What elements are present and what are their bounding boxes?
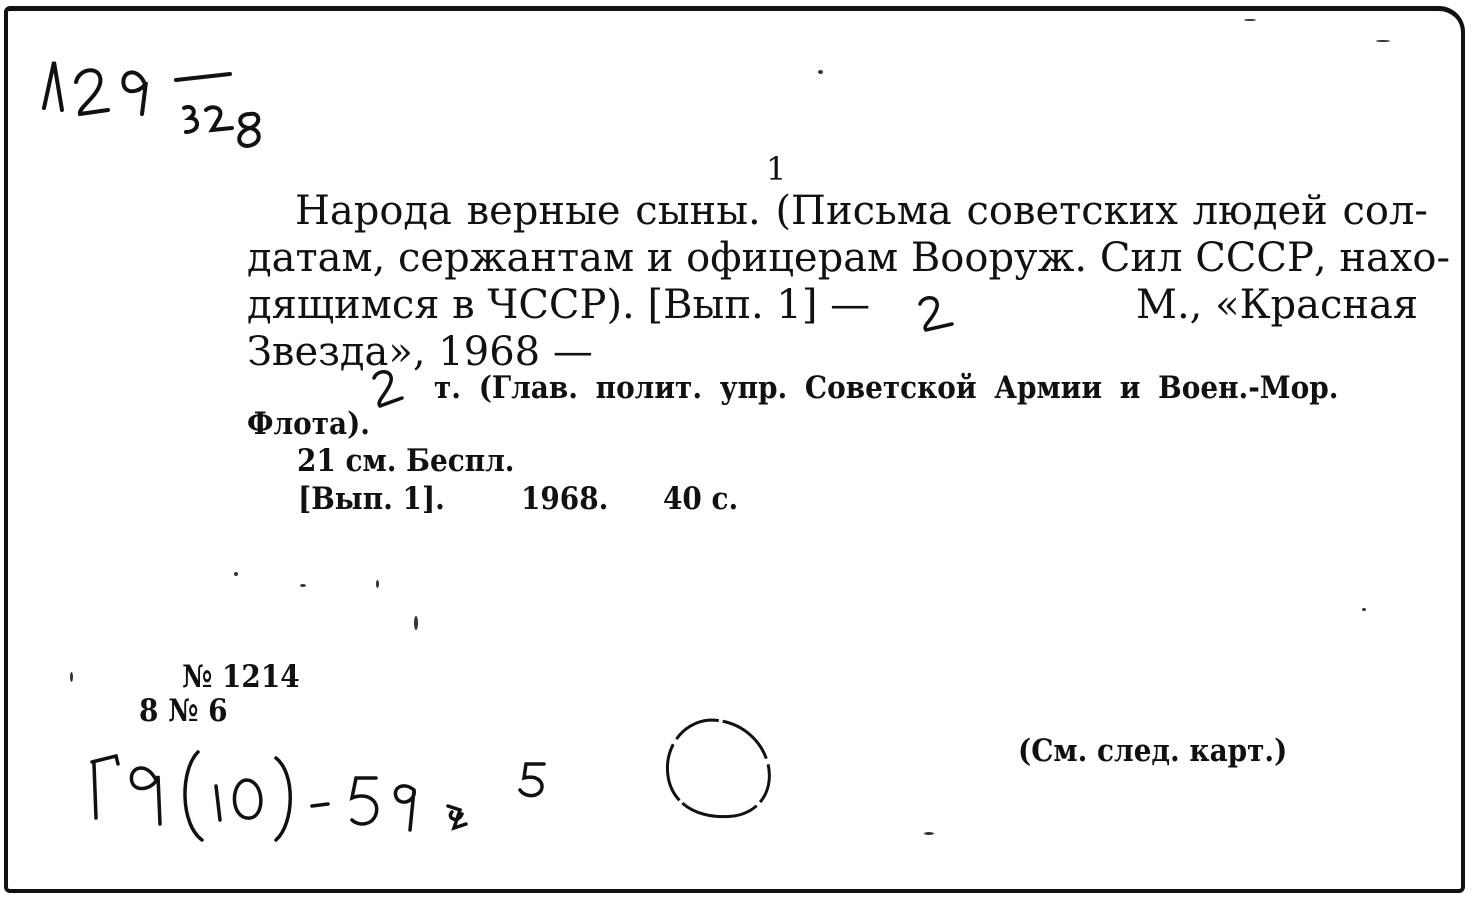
body-line-3-publisher: М., «Красная [1136, 282, 1419, 328]
body-line-4: Звезда», 1968 — [247, 329, 593, 375]
series-line: т. (Глав. полит. упр. Советской Армии и Воен.-Мор. [434, 370, 1339, 406]
scan-speck [414, 616, 418, 630]
registry-number-1: № 1214 [182, 659, 300, 695]
scan-speck [300, 584, 306, 587]
scan-speck [70, 672, 73, 682]
card-number: 1 [766, 150, 787, 188]
series-line-2: Флота). [247, 406, 370, 442]
registry-number-2: 8 № 6 [139, 693, 228, 729]
issue-year: 1968. [521, 481, 609, 517]
issue-pages: 40 с. [663, 481, 739, 517]
size-line: 21 см. Беспл. [297, 443, 515, 479]
scan-speck [376, 580, 379, 588]
scan-speck [924, 832, 934, 835]
scan-speck [234, 572, 238, 576]
handwritten-mark-year [366, 366, 416, 416]
body-line-1: Народа верные сыны. (Письма советских людей сол- [295, 188, 1428, 234]
handwritten-mark-volumes [912, 290, 962, 340]
issue-label: [Вып. 1]. [298, 481, 445, 517]
handwritten-class-code [80, 740, 550, 850]
scan-speck [818, 70, 823, 74]
shelfmark-drawing [36, 48, 276, 168]
body-line-3: дящимся в ЧССР). [Вып. 1] — [247, 282, 871, 328]
scan-speck [1244, 19, 1256, 21]
punch-hole-outline [656, 712, 786, 832]
body-line-2: датам, сержантам и офицерам Вооруж. Сил СССР, нахо- [247, 235, 1451, 281]
scan-speck [1362, 608, 1366, 611]
scan-speck [1376, 40, 1390, 42]
continued-note: (См. след. карт.) [1018, 733, 1288, 769]
